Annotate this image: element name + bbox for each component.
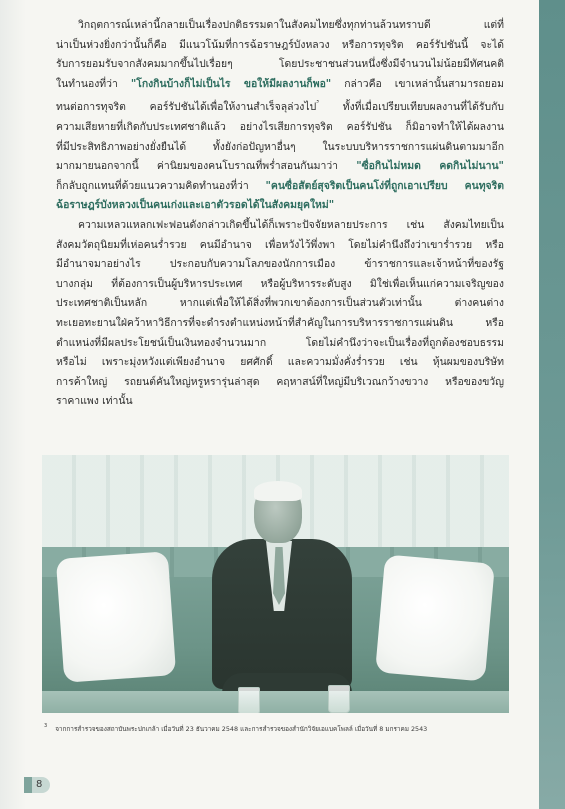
paragraph1-line (56, 138, 504, 158)
paragraph2-line (56, 314, 504, 334)
paragraph1-line (56, 36, 504, 56)
photo-glass-left (238, 687, 260, 713)
quoted-phrase: "ซื่อกินไม่หมด คดกินไม่นาน" (356, 160, 504, 173)
paragraph2-line (56, 353, 504, 373)
quoted-phrase: "คนซื่อสัตย์สุจริตเป็นคนโง่ที่ถูกเอาเปรียบ คนทุจริต (265, 179, 504, 192)
text-run: ก็กลับถูกแทนที่ด้วยแนวความคิดทำนองที่ว่า (56, 179, 266, 192)
text-run: ทนต่อการทุจริต คอร์รัปชันได้เพื่อให้งานสำเร็จลุล่วงไป (56, 101, 317, 114)
paragraph2-line (56, 392, 504, 412)
photo-glass-right (328, 685, 350, 713)
text-run: ทะเยอทะยานใฝ่คว้าหาวิธีการที่จะดำรงตำแหน่งหน้าที่สำคัญในการบริหารราชการแผ่นดิน หรือ (56, 316, 504, 329)
footnote (44, 721, 514, 734)
paragraph1-line (56, 75, 504, 95)
paragraph2-line (56, 373, 504, 393)
text-run: น่าเป็นห่วงยิ่งกว่านั้นก็คือ มีแนวโน้มที่การฉ้อราษฎร์บังหลวง หรือการทุจริต คอร์รัปชันนี้ จะได้ (56, 38, 504, 51)
paragraph-2 (56, 216, 504, 412)
footnote-marker: 3 (44, 723, 48, 729)
paragraph1-line (56, 55, 504, 75)
paragraph1-line (56, 157, 504, 177)
text-run: ประเทศชาติเป็นหลัก หากแต่เพื่อให้ได้สิ่งที่พวกเขาต้องการเป็นส่วนตัวเท่านั้น ต่างคนต่าง (56, 297, 504, 310)
text-run: วิกฤตการณ์เหล่านี้กลายเป็นเรื่องปกติธรรมดาในสังคมไทยซึ่งทุกท่านล้วนทราบดี แต่ที่ (78, 19, 504, 31)
text-run: รับการยอมรับจากสังคมมากขึ้นไปเรื่อยๆ โดยประชาชนส่วนหนึ่งซึ่งมีจำนวนไม่น้อยมีทัศนคติ (56, 58, 504, 71)
text-run: บางกลุ่ม ที่ต้องการเป็นผู้บริหารประเทศ หรือผู้บริหารระดับสูง มิใช่เพื่อเห็นแก่ความเจริญของ (56, 277, 504, 290)
photo-hair (254, 481, 302, 501)
paragraph2-line (56, 255, 504, 275)
text-run: ทั้งที่เมื่อเปรียบเทียบผลงานที่ได้รับกับ (318, 101, 504, 114)
text-run: ที่มีประสิทธิภาพอย่างยั่งยืนได้ ทั้งยังก่อปัญหาอื่นๆ ในระบบบริหารราชการแผ่นดินตามมาอีก (56, 140, 504, 153)
text-run: ในทำนองที่ว่า (56, 77, 131, 90)
text-run: สังคมวัตถุนิยมที่เห่อคนร่ำรวย คนมีอำนาจ เพื่อหวังไว้พึ่งพา โดยไม่คำนึงถึงว่าเขาร่ำรวย หรือ (56, 238, 504, 251)
paragraph1-line (56, 196, 504, 216)
paragraph2-line (56, 216, 504, 236)
text-run: มากมายนอกจากนี้ ค่านิยมของคนโบราณที่พร่ำสอนกันมาว่า (56, 160, 357, 173)
text-run: หรือไม่ เพราะมุ่งหวังแต่เพียงอำนาจ ยศศักดิ์ และความมั่งคั่งร่ำรวย เช่น หุ้นผมของบริษัท (56, 356, 504, 369)
article-body (56, 16, 504, 412)
text-run: ความเสียหายที่เกิดกับประเทศชาติแล้ว อย่างไรเสียการทุจริต คอร์รัปชัน ก็มิอาจทำให้ได้ผลงาน (56, 120, 504, 133)
quoted-phrase: "โกงกินบ้างก็ไม่เป็นไร ขอให้มีผลงานก็พอ" (130, 77, 332, 90)
paragraph2-line (56, 294, 504, 314)
photo-seated-man (202, 483, 362, 713)
photo-right-cushion (375, 554, 495, 681)
text-run: กล่าวคือ เขาเหล่านั้นสามารถยอม (331, 77, 504, 90)
paragraph1-line (56, 94, 504, 118)
paragraph2-line (56, 334, 504, 354)
paragraph1-line (56, 118, 504, 138)
text-run: ความเหลวแหลกเฟะฟอนดังกล่าวเกิดขึ้นได้ก็เพราะปัจจัยหลายประการ เช่น สังคมไทยเป็น (78, 218, 504, 231)
text-run: มีอำนาจมาอย่างไร ประกอบกับความโลภของนักการเมือง ข้าราชการและเจ้าหน้าที่ของรัฐ (56, 258, 504, 271)
footnote-reference: ³ (316, 99, 319, 108)
paragraph2-line (56, 275, 504, 295)
article-photo (42, 455, 509, 713)
page-number: 8 (32, 777, 50, 793)
photo-table (42, 691, 509, 713)
decorative-side-band (539, 0, 565, 809)
text-run: การค้าใหญ่ รถยนต์คันใหญ่หรูหรารุ่นล่าสุด คฤหาสน์ที่ใหญ่มีบริเวณกว้างขวาง หรือของขวัญ (56, 375, 504, 388)
photo-left-cushion (56, 551, 176, 683)
text-run: ตำแหน่งที่มีผลประโยชน์เป็นเงินทองจำนวนมาก โดยไม่คำนึงว่าจะเป็นเรื่องที่ถูกต้องชอบธรรม (56, 336, 504, 349)
quoted-phrase: ฉ้อราษฎร์บังหลวงเป็นคนเก่งและเอาตัวรอดได้ในสังคมยุคใหม่" (56, 199, 335, 212)
paragraph1-line (56, 177, 504, 197)
paragraph1-line (56, 16, 504, 36)
footnote-text: จากการสำรวจของสถาบันพระปกเกล้า เมื่อวันที่ 23 ธันวาคม 2548 และการสำรวจของสำนักวิจัยเอแบคโพลล์ เมื่อวันที่ 8 มกราคม 2543 (55, 725, 428, 733)
paragraph2-line (56, 236, 504, 256)
text-run: ราคาแพง เท่านั้น (56, 395, 133, 408)
paragraph-1 (56, 16, 504, 216)
